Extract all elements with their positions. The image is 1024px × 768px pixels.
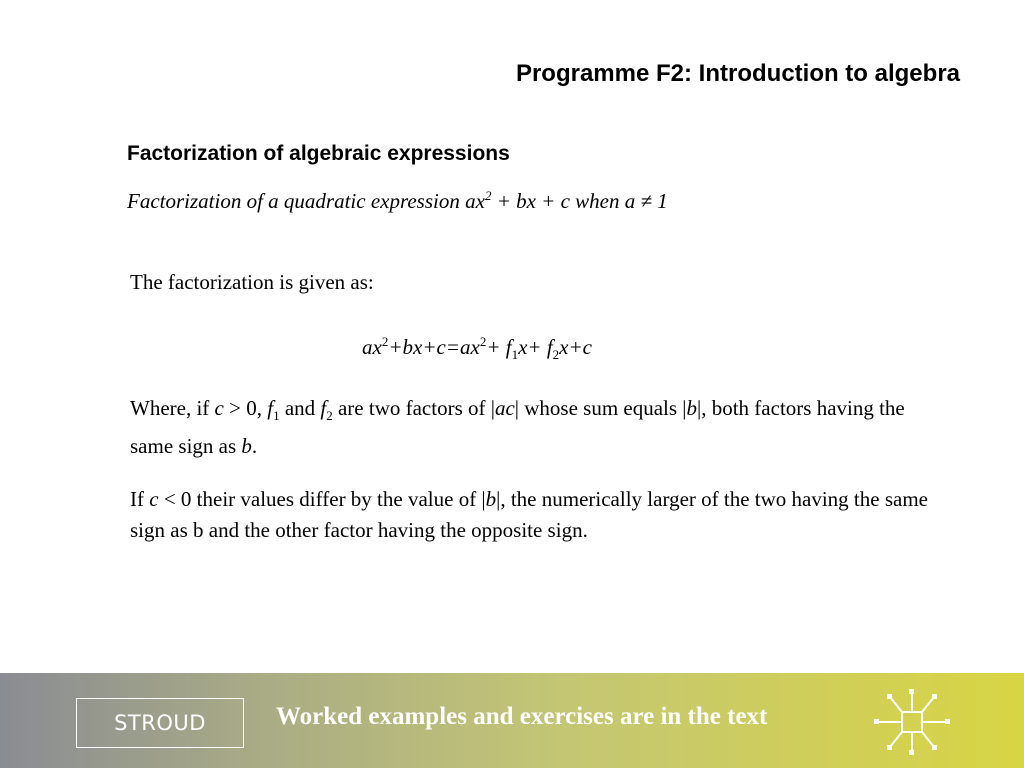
- section-heading: Factorization of algebraic expressions: [127, 142, 510, 165]
- footer-tagline: Worked examples and exercises are in the text: [276, 703, 768, 730]
- intro-text: The factorization is given as:: [130, 270, 374, 294]
- programme-title: Programme F2: Introduction to algebra: [515, 60, 960, 87]
- factorization-formula: $ax^2+bx+c=ax^2+ f_1x+ f_2x+c$: [362, 334, 592, 363]
- rule-negative-c: If c < 0 their values differ by the value of |b|, the numerically larger of the two having the same sign as b and the other factor having the opposite sign.: [130, 487, 928, 542]
- rule-positive-c: Where, if c > 0, $f_1$ and $f_2$ are two factors of |ac| whose sum equals |b|, both factors having the same sign as b.: [130, 396, 905, 459]
- section-subtitle: Factorization of a quadratic expression $ax^2$ + bx + c when a ≠ 1: [127, 188, 668, 213]
- circuit-node-icon: [872, 687, 952, 757]
- footer-bar: [0, 673, 1024, 768]
- brand-label: STROUD: [114, 711, 206, 735]
- stroud-brand-box: [76, 698, 244, 748]
